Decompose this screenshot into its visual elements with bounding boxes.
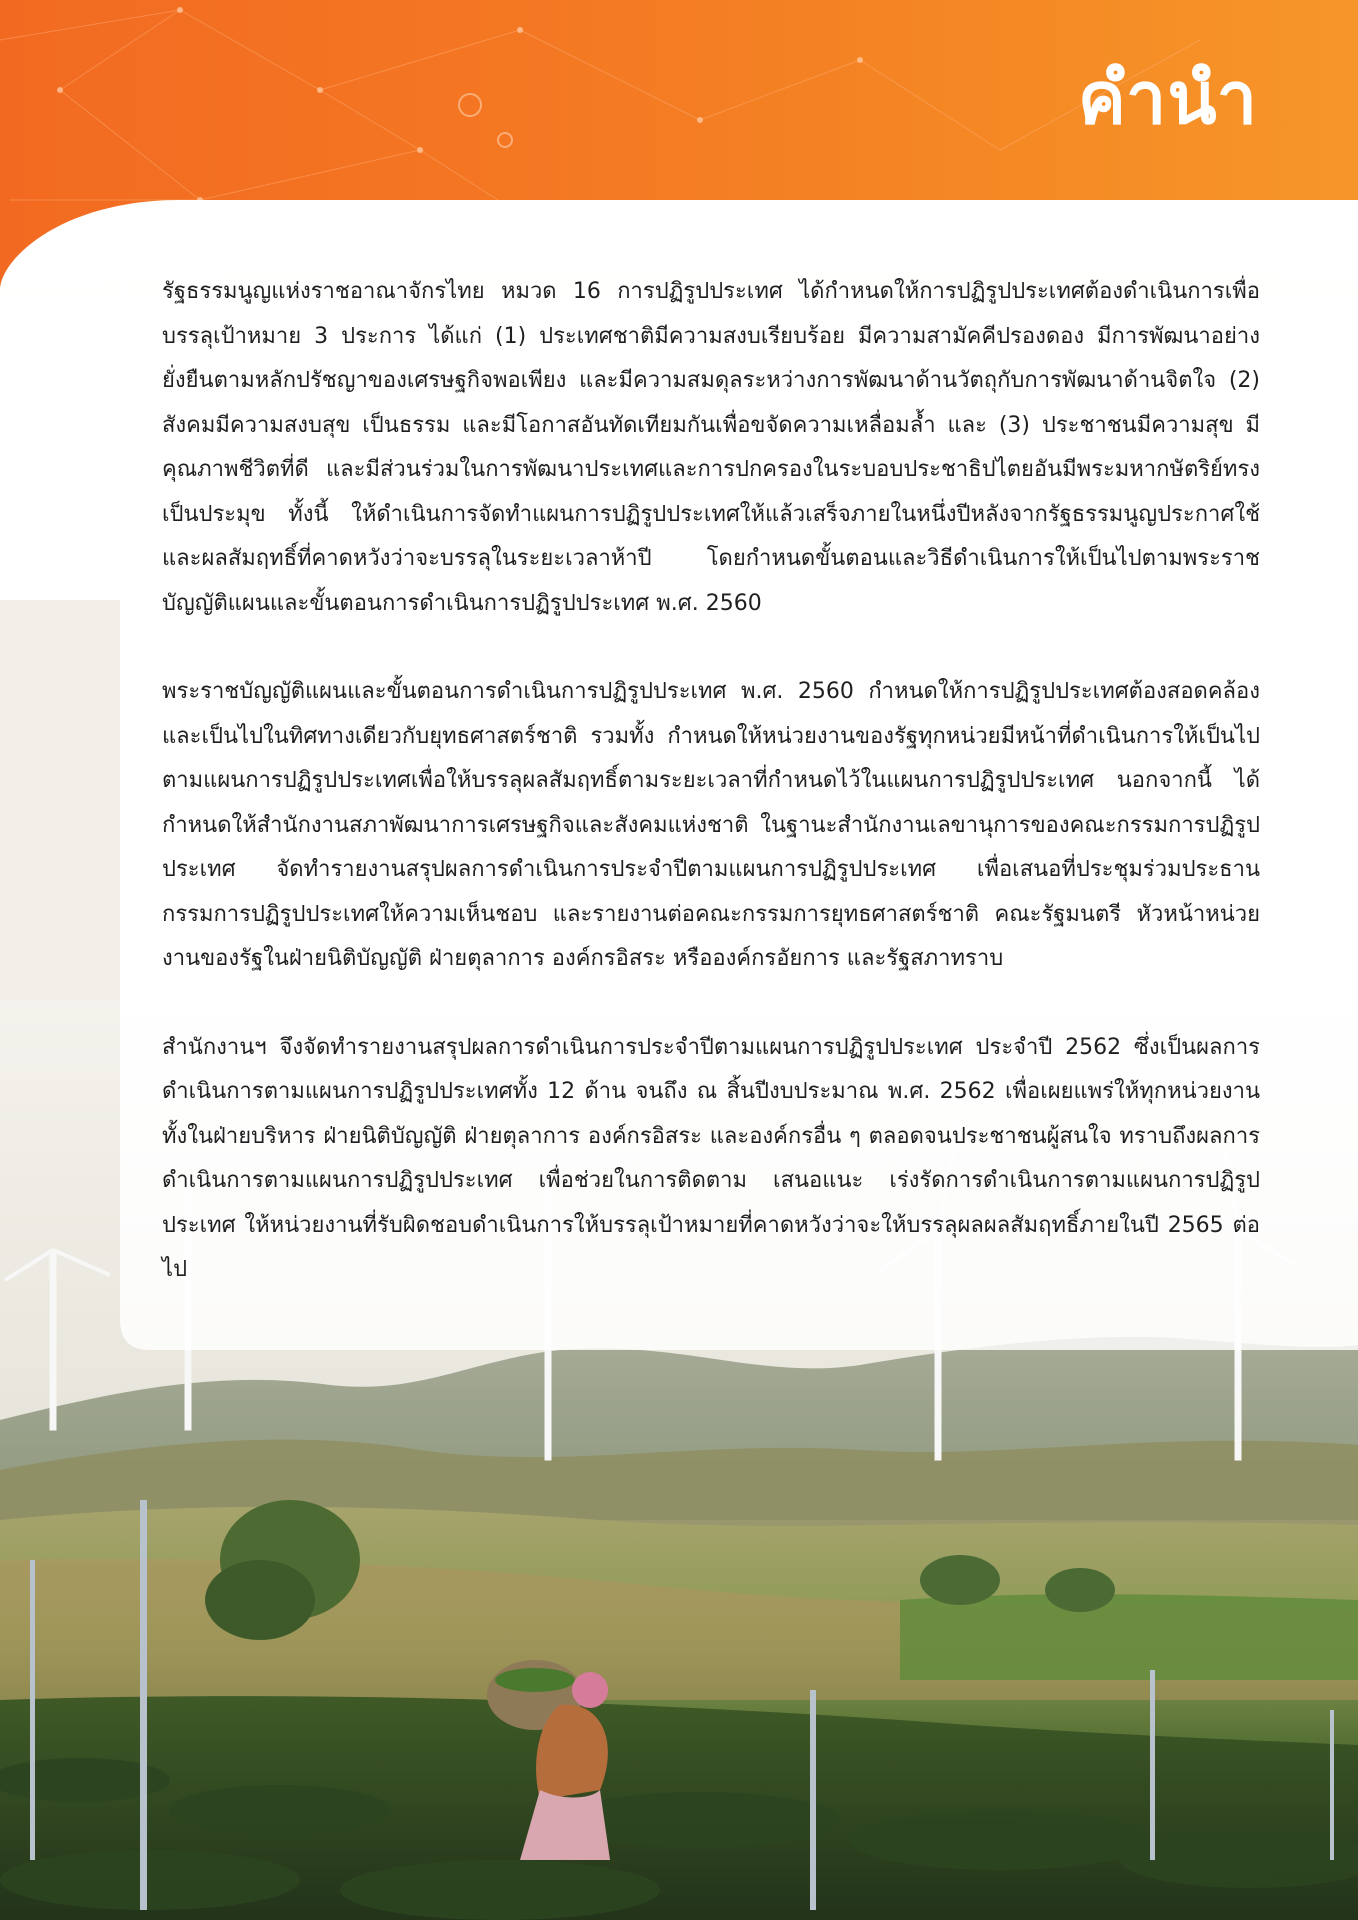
paragraph-2: พระราชบัญญัติแผนและขั้นตอนการดำเนินการปฏิรูปประเทศ พ.ศ. 2560 กำหนดให้การปฏิรูปประเทศต้องสอดคล้องและเป็นไปในทิศทางเดียวกับยุทธศาสตร์ชาติ รวมทั้ง กำหนดให้หน่วยงานของรัฐทุกหน่วยมีหน้าที่ดำเนินการให้เป็นไปตามแผนการปฏิรูปประเทศเพื่อให้บรรลุผลสัมฤทธิ์ตามระยะเวลาที่กำหนดไว้ในแผนการปฏิรูปประเทศ นอกจากนี้ ได้กำหนดให้สำนักงานสภาพัฒนาการเศรษฐกิจและสังคมแห่งชาติ ในฐานะสำนักงานเลขานุการของคณะกรรมการปฏิรูปประเทศ จัดทำรายงานสรุปผลการดำเนินการประจำปีตามแผนการปฏิรูปประเทศ เพื่อเสนอที่ประชุมร่วมประธานกรรมการปฏิรูปประเทศให้ความเห็นชอบ และรายงานต่อคณะกรรมการยุทธศาสตร์ชาติ คณะรัฐมนตรี หัวหน้าหน่วยงานของรัฐในฝ่ายนิติบัญญัติ ฝ่ายตุลาการ องค์กรอิสระ หรือองค์กรอัยการ และรัฐสภาทราบ <box>162 679 1260 971</box>
paragraph-1: รัฐธรรมนูญแห่งราชอาณาจักรไทย หมวด 16 การปฏิรูปประเทศ ได้กำหนดให้การปฏิรูปประเทศต้องดำเนินการเพื่อบรรลุเป้าหมาย 3 ประการ ได้แก่ (1) ประเทศชาติมีความสงบเรียบร้อย มีความสามัคคีปรองดอง มีการพัฒนาอย่างยั่งยืนตามหลักปรัชญาของเศรษฐกิจพอเพียง และมีความสมดุลระหว่างการพัฒนาด้านวัตถุกับการพัฒนาด้านจิตใจ (2) สังคมมีความสงบสุข เป็นธรรม และมีโอกาสอันทัดเทียมกันเพื่อขจัดความเหลื่อมล้ำ และ (3) ประชาชนมีความสุข มีคุณภาพชีวิตที่ดี และมีส่วนร่วมในการพัฒนาประเทศและการปกครองในระบอบประชาธิปไตยอันมีพระมหากษัตริย์ทรงเป็นประมุข ทั้งนี้ ให้ดำเนินการจัดทำแผนการปฏิรูปประเทศให้แล้วเสร็จภายในหนึ่งปีหลังจากรัฐธรรมนูญประกาศใช้ และผลสัมฤทธิ์ที่คาดหวังว่าจะบรรลุในระยะเวลาห้าปี โดยกำหนดขั้นตอนและวิธีดำเนินการให้เป็นไปตามพระราชบัญญัติแผนและขั้นตอนการดำเนินการปฏิรูปประเทศ พ.ศ. 2560 <box>162 279 1260 616</box>
preface-body <box>120 270 1260 1337</box>
page-title: คำนำ <box>1077 56 1258 140</box>
paragraph-3: สำนักงานฯ จึงจัดทำรายงานสรุปผลการดำเนินการประจำปีตามแผนการปฏิรูปประเทศ ประจำปี 2562 ซึ่งเป็นผลการดำเนินการตามแผนการปฏิรูปประเทศทั้ง 12 ด้าน จนถึง ณ สิ้นปีงบประมาณ พ.ศ. 2562 เพื่อเผยแพร่ให้ทุกหน่วยงานทั้งในฝ่ายบริหาร ฝ่ายนิติบัญญัติ ฝ่ายตุลาการ องค์กรอิสระ และองค์กรอื่น ๆ ตลอดจนประชาชนผู้สนใจ ทราบถึงผลการดำเนินการตามแผนการปฏิรูปประเทศ เพื่อช่วยในการติดตาม เสนอแนะ เร่งรัดการดำเนินการตามแผนการปฏิรูปประเทศ ให้หน่วยงานที่รับผิดชอบดำเนินการให้บรรลุเป้าหมายที่คาดหวังว่าจะให้บรรลุผลผลสัมฤทธิ์ภายในปี 2565 ต่อไป <box>162 1034 1260 1282</box>
